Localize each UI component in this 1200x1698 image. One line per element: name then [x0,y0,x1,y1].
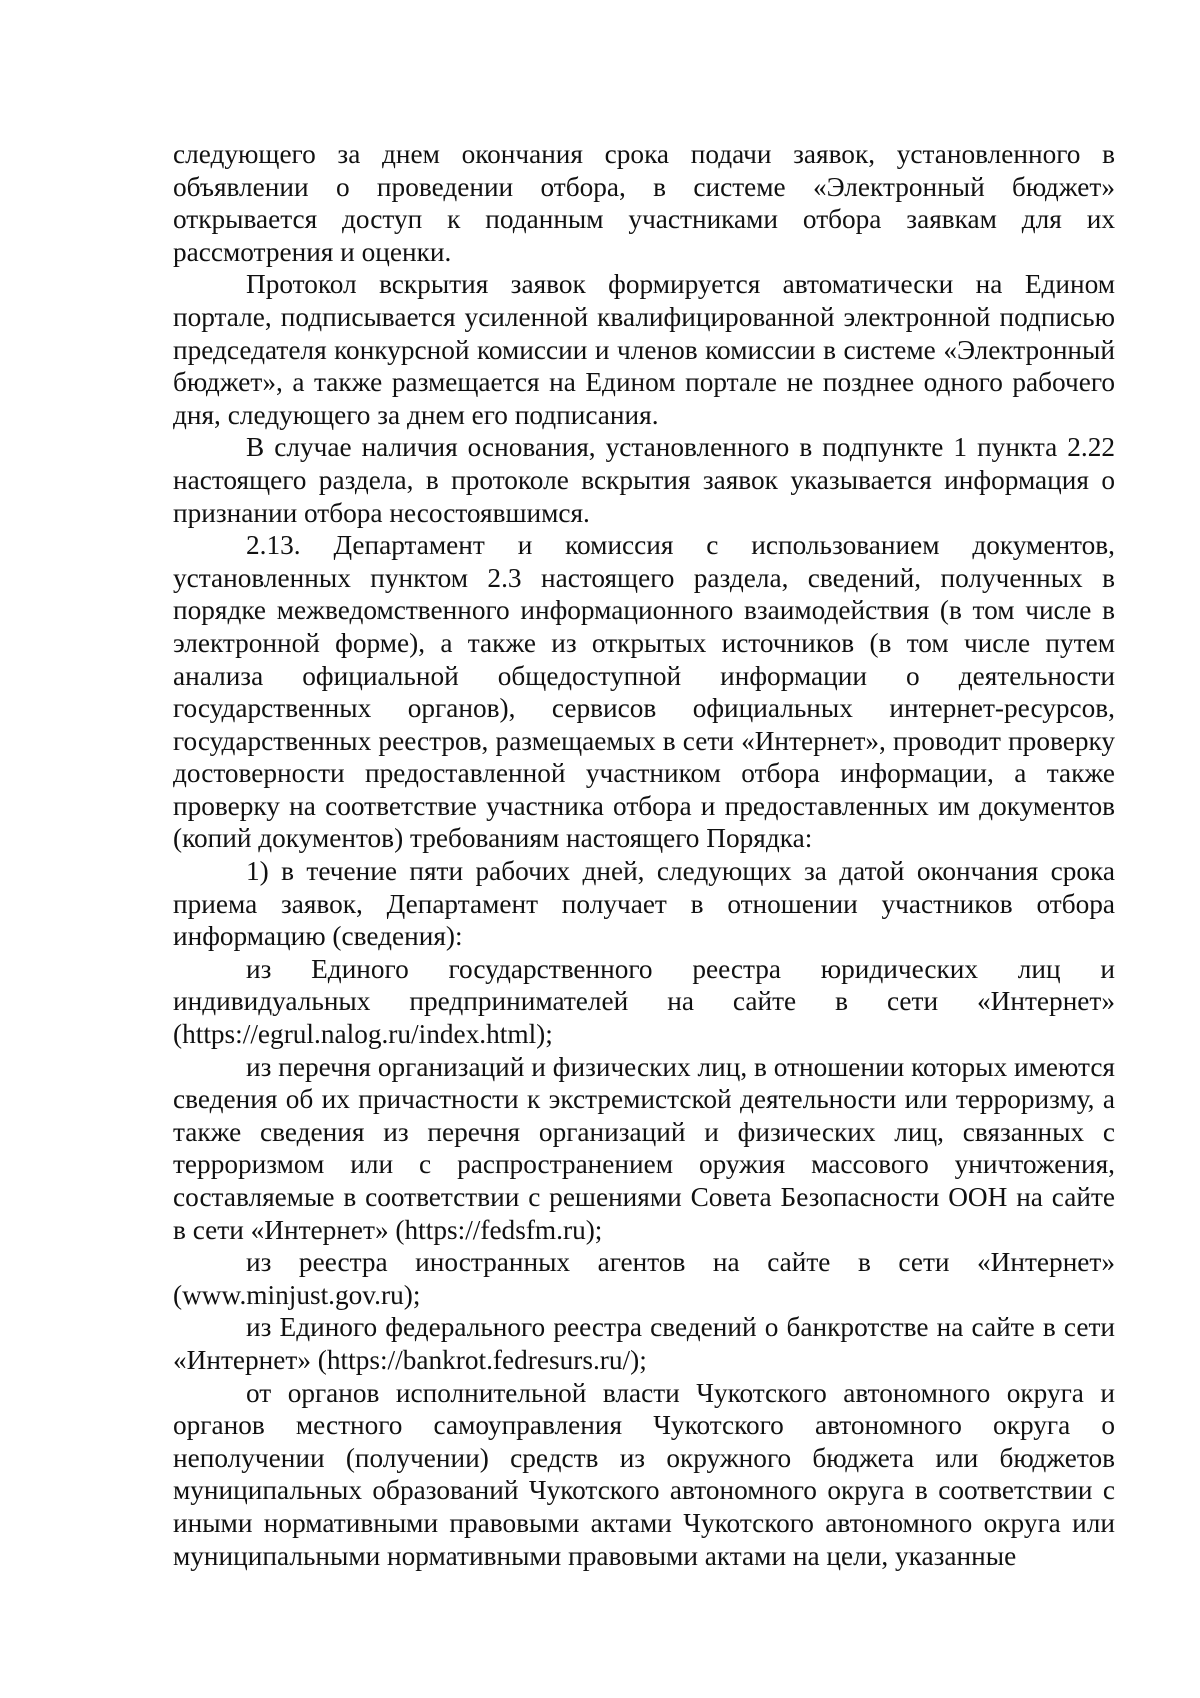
paragraph-item-1: 1) в течение пяти рабочих дней, следующих за датой окончания срока приема заявок, Департамент получает в отношении участников отбора информацию (сведения): [173,856,1115,952]
paragraph-bankruptcy: из Единого федерального реестра сведений о банкротстве на сайте в сети «Интернет» (https://bankrot.fedresurs.ru/); [173,1312,1115,1375]
paragraph-foreign-agents: из реестра иностранных агентов на сайте в сети «Интернет» (www.minjust.gov.ru); [173,1247,1115,1310]
paragraph-section-2-13: 2.13. Департамент и комиссия с использованием документов, установленных пунктом 2.3 настоящего раздела, сведений, полученных в порядке межведомственного информационного взаимодействия (в том числе в электронной форме), а также из открытых источников (в том числе путем анализа официальной общедоступной информации о деятельности государственных органов), сервисов официальных интернет-ресурсов, государственных реестров, размещаемых в сети «Интернет», проводит проверку достоверности предоставленной участником отбора информации, а также проверку на соответствие участника отбора и предоставленных им документов (копий документов) требованиям настоящего Порядка: [173,530,1115,854]
paragraph-continuation: следующего за днем окончания срока подачи заявок, установленного в объявлении о проведении отбора, в системе «Электронный бюджет» открывается доступ к поданным участниками отбора заявкам для их рассмотрения и оценки. [173,139,1115,267]
document-body [173,138,1115,1572]
paragraph-egrul: из Единого государственного реестра юридических лиц и индивидуальных предпринимателей на сайте в сети «Интернет» (https://egrul.nalog.ru/index.html); [173,953,1115,1050]
paragraph-government-bodies: от органов исполнительной власти Чукотского автономного округа и органов местного самоуправления Чукотского автономного округа о неполучении (получении) средств из окружного бюджета или бюджетов муниципальных образований Чукотского автономного округа в соответствии с иными нормативными правовыми актами Чукотского автономного округа или муниципальными нормативными правовыми актами на цели, указанные [173,1377,1115,1571]
paragraph-terrorism-list: из перечня организаций и физических лиц, в отношении которых имеются сведения об их причастности к экстремистской деятельности или терроризму, а также сведения из перечня организаций и физических лиц, связанных с терроризмом или с распространением оружия массового уничтожения, составляемые в соответствии с решениями Совета Безопасности ООН на сайте в сети «Интернет» (https://fedsfm.ru); [173,1051,1115,1245]
paragraph-protocol: Протокол вскрытия заявок формируется автоматически на Едином портале, подписывается усиленной квалифицированной электронной подписью председателя конкурсной комиссии и членов комиссии в системе «Электронный бюджет», а также размещается на Едином портале не позднее одного рабочего дня, следующего за днем его подписания. [173,269,1115,430]
paragraph-failed-selection: В случае наличия основания, установленного в подпункте 1 пункта 2.22 настоящего раздела, в протоколе вскрытия заявок указывается информация о признании отбора несостоявшимся. [173,432,1115,528]
